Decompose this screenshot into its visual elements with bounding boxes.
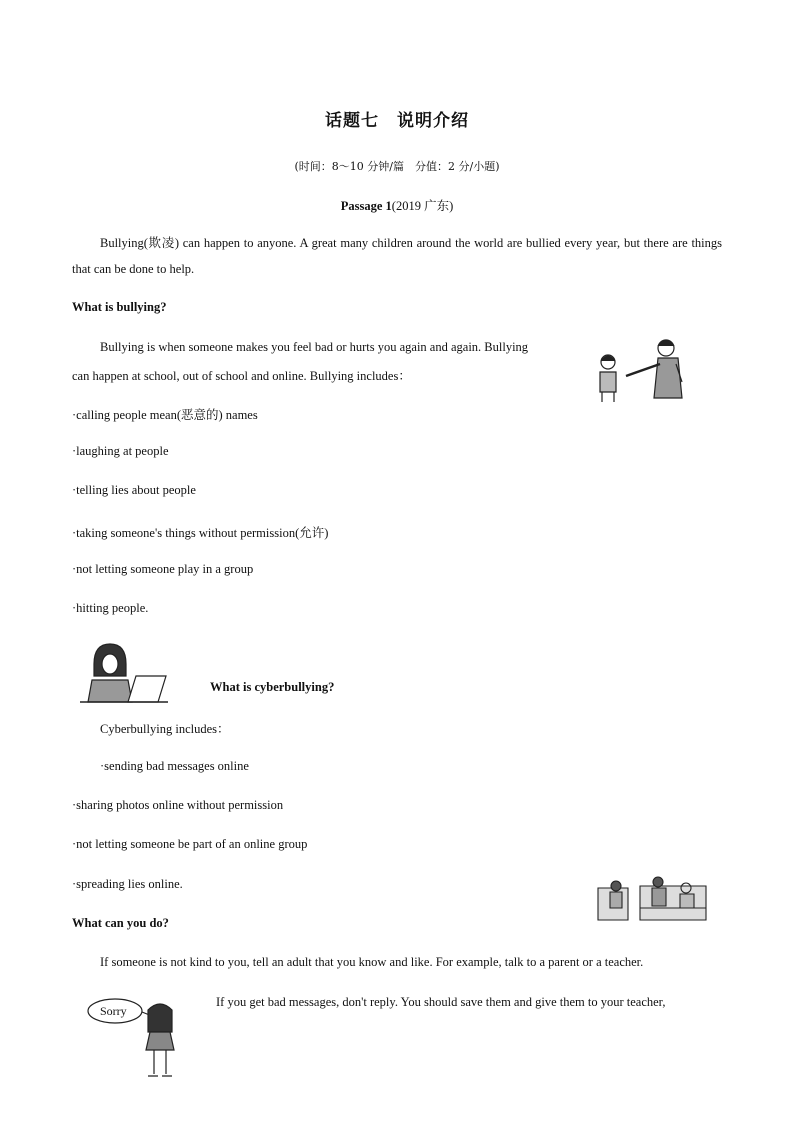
list-item: ·sending bad messages online <box>100 759 249 773</box>
list-item: ·calling people mean(恶意的) names <box>72 408 258 422</box>
list-item: ·not letting someone play in a group <box>72 562 254 576</box>
passage-heading <box>0 196 794 214</box>
speech-bubble-text: Sorry <box>100 1004 127 1018</box>
section-heading-bullying: What is bullying? <box>72 300 167 314</box>
list-item: ·spreading lies online. <box>72 877 183 891</box>
page-subtitle: (时间：8～10 分钟/篇 分值：2 分/小题) <box>294 160 500 173</box>
section-heading-cyberbullying: What is cyberbullying? <box>210 680 335 694</box>
list-item: ·hitting people. <box>72 601 149 615</box>
bullying-definition-line-1: Bullying is when someone makes you feel bad or hurts you again and again. Bullying <box>100 340 529 354</box>
list-item: ·taking someone's things without permission(允许) <box>72 526 329 540</box>
bully-pointing-illustration <box>588 334 704 404</box>
advice-line-1: If someone is not kind to you, tell an adult that you know and like. For example, talk to a parent or a teacher. <box>100 955 644 969</box>
section-heading-what-can-you-do: What can you do? <box>72 916 169 930</box>
cyberbullying-lead: Cyberbullying includes： <box>100 722 230 736</box>
page-title: 话题七 说明介绍 <box>325 111 469 131</box>
passage-label: Passage 1 <box>340 199 392 213</box>
family-on-sofa-illustration <box>596 874 708 924</box>
intro-paragraph: Bullying(欺凌) can happen to anyone. A great many children around the world are bullied every year, but there are things that can be done to help. <box>72 236 722 276</box>
list-item: ·telling lies about people <box>72 483 196 497</box>
passage-source: (2019 广东) <box>391 199 454 213</box>
list-item: ·not letting someone be part of an online group <box>72 837 308 851</box>
list-item: ·sharing photos online without permission <box>72 798 284 812</box>
list-item: ·laughing at people <box>72 444 169 458</box>
advice-line-2: If you get bad messages, don't reply. You should save them and give them to your teacher, <box>216 995 666 1009</box>
girl-at-laptop-illustration <box>78 640 170 710</box>
bullying-definition-line-2: can happen at school, out of school and online. Bullying includes： <box>72 369 411 383</box>
